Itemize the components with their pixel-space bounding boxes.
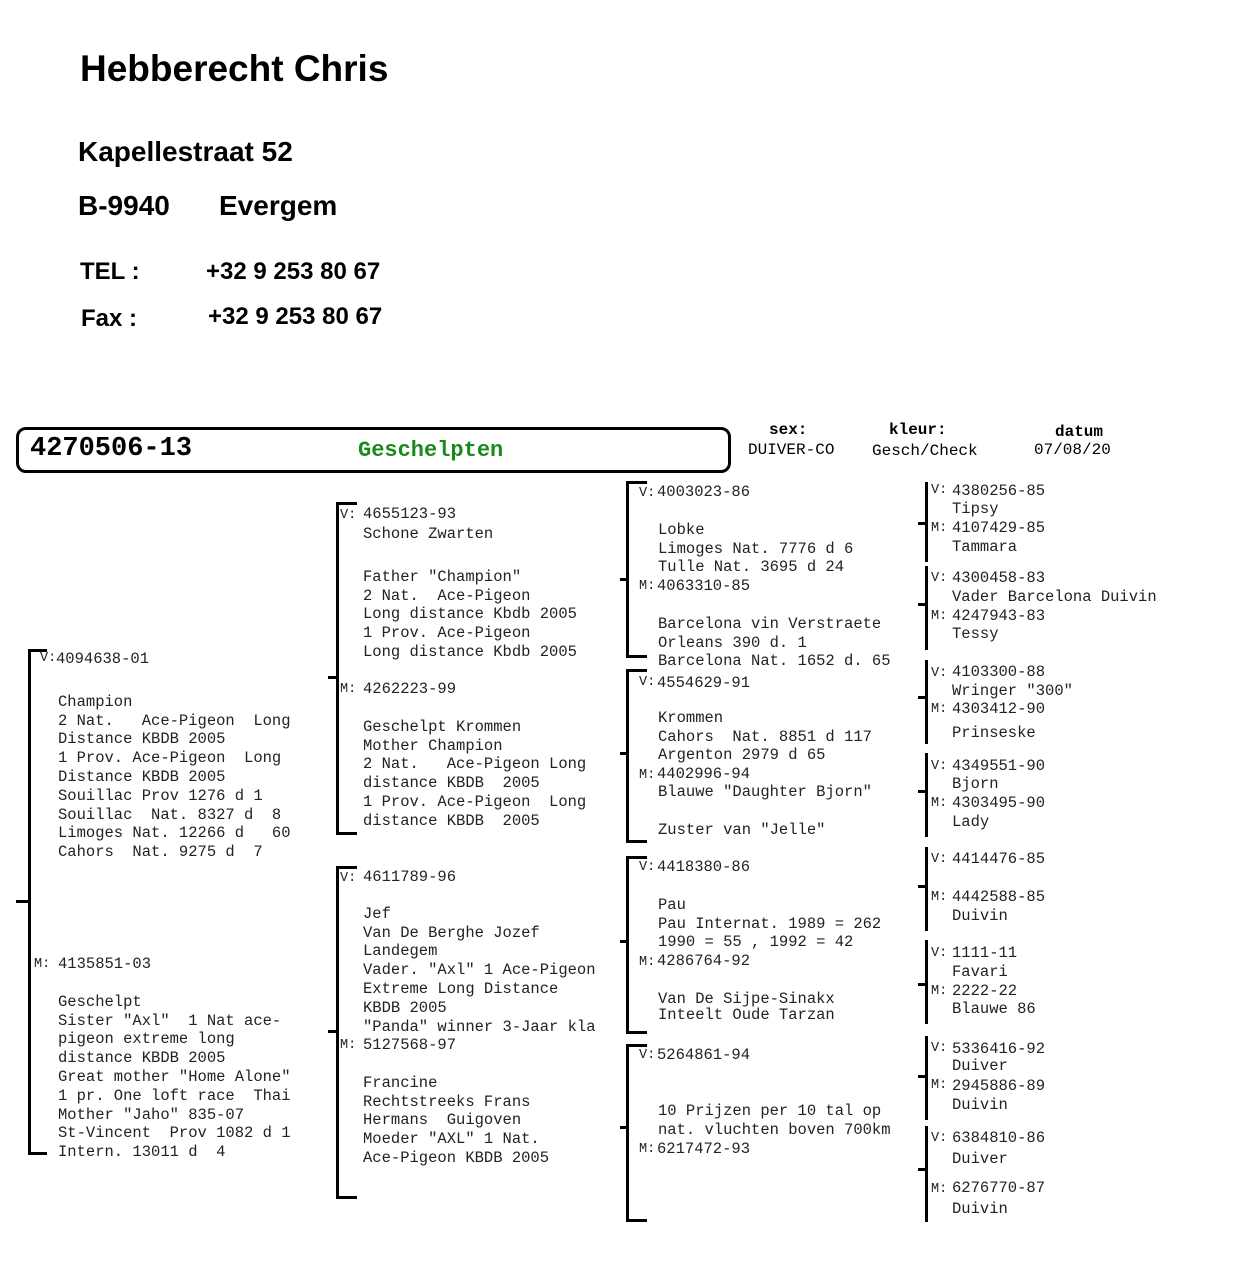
note-line: Distance KBDB 2005 [58,730,226,749]
note-line: Moeder "AXL" 1 Nat. [363,1130,540,1149]
bracket-tick [620,752,628,755]
note-line: Orleans 390 d. 1 [658,633,807,652]
note-line: 2 Nat. Ace-Pigeon [363,586,531,605]
note-line: Geschelpt [58,992,142,1011]
bracket-tick [918,1075,926,1078]
note-line: Krommen [658,708,724,727]
note-line: 10 Prijzen per 10 tal op [658,1101,882,1120]
note-line: "Panda" winner 3-Jaar kla [363,1017,596,1036]
bracket-gen4-4 [925,753,928,837]
color-value: Gesch/Check [872,442,978,460]
note-line: Limoges Nat. 7776 d 6 [658,539,854,558]
bracket-gen3-2 [626,669,647,843]
g2-m-name: Tessy [952,625,999,643]
note-line: Distance KBDB 2005 [58,767,226,786]
bracket-tick [918,1168,926,1171]
mv-notes [363,886,596,1055]
g5-m-label: M: [931,890,948,905]
mvv-ring: 4418380-86 [657,858,751,876]
note-line: Intern. 13011 d 4 [58,1143,226,1162]
color-label: kleur: [889,421,947,439]
pigeon-name: Geschelpten [358,438,504,463]
vvm-ring: 4063310-85 [657,577,751,595]
g1-m-ring: 4107429-85 [952,519,1046,537]
note-line: Lobke [658,520,705,539]
bracket-tick [918,696,926,699]
note-line: Van De Sijpe-Sinakx [658,989,835,1008]
note-line: Mother "Jaho" 835-07 [58,1105,245,1124]
g6-m-name: Blauwe 86 [952,1000,1036,1018]
bracket-gen3-3 [626,856,647,1034]
vv-notes [363,549,577,681]
g7-v-name: Duiver [952,1057,1008,1075]
note-line: Van De Berghe Jozef [363,923,540,942]
note-line: 1 Prov. Ace-Pigeon Long [363,792,587,811]
g8-v-ring: 6384810-86 [952,1129,1046,1147]
tel-label: TEL : [80,258,140,285]
mmv-label: V: [639,1048,656,1063]
mmm-ring: 6217472-93 [657,1140,751,1158]
g4-v-ring: 4349551-90 [952,757,1046,775]
g8-v-label: V: [931,1131,948,1146]
g4-m-ring: 4303495-90 [952,794,1046,812]
note-line: Ace-Pigeon KBDB 2005 [363,1148,550,1167]
note-line: 1990 = 55 , 1992 = 42 [658,933,854,952]
note-line: pigeon extreme long [58,1030,235,1049]
g4-m-label: M: [931,796,948,811]
bracket-gen3-4 [626,1044,647,1222]
g1-v-name: Tipsy [952,500,999,518]
bracket-parents [28,649,47,1155]
note-line: Limoges Nat. 12266 d 60 [58,824,291,843]
bracket-tick [620,1126,628,1129]
mvm-ring: 4286764-92 [657,952,751,970]
note-line: Argenton 2979 d 65 [658,746,826,765]
note-line: Inteelt Oude Tarzan [658,1006,835,1024]
bracket-gen4-7 [925,1036,928,1120]
g2-m-ring: 4247943-83 [952,607,1046,625]
vvm-label: M: [639,579,656,594]
g8-m-name: Duivin [952,1200,1008,1218]
note-line: Souillac Prov 1276 d 1 [58,786,263,805]
vmm-name: Blauwe "Daughter Bjorn" [658,783,872,801]
bracket-tick [918,522,926,525]
date-label: datum [1055,423,1104,441]
note-line: Pau [658,895,686,914]
note-line: Vader. "Axl" 1 Ace-Pigeon [363,961,596,980]
pigeon-ring: 4270506-13 [30,434,193,464]
fax-value: +32 9 253 80 67 [208,303,383,330]
g5-v-label: V: [931,852,948,867]
date-value: 07/08/20 [1034,441,1111,459]
g6-v-label: V: [931,946,948,961]
sire-label: V: [40,651,57,666]
dam-label: M: [34,957,51,972]
bracket-tick [16,900,30,903]
note-line: KBDB 2005 [363,998,447,1017]
note-line: Francine [363,1073,438,1092]
g5-m-ring: 4442588-85 [952,888,1046,906]
g2-v-label: V: [931,571,948,586]
note-line: Sister "Axl" 1 Nat ace- [58,1011,282,1030]
g8-v-name: Duiver [952,1150,1008,1168]
g6-m-label: M: [931,984,948,999]
mvm-label: M: [639,955,656,970]
note-line: 2 Nat. Ace-Pigeon Long [363,755,587,774]
g3-m-name: Prinseske [952,724,1036,742]
g3-v-ring: 4103300-88 [952,663,1046,681]
g7-m-name: Duivin [952,1096,1008,1114]
vm-ring: 4262223-99 [363,680,457,698]
bracket-tick [328,1030,338,1033]
bracket-gen3-1 [626,481,647,658]
vmm-label: M: [639,768,656,783]
note-line: Mother Champion [363,736,503,755]
g7-v-ring: 5336416-92 [952,1040,1046,1058]
g8-m-ring: 6276770-87 [952,1179,1046,1197]
g4-v-name: Bjorn [952,775,999,793]
g4-v-label: V: [931,759,948,774]
note-line: Souillac Nat. 8327 d 8 [58,805,282,824]
mvv-label: V: [639,860,656,875]
sex-value: DUIVER-CO [748,441,835,459]
bracket-gen4-3 [925,660,928,744]
bracket-tick [918,885,926,888]
g1-v-ring: 4380256-85 [952,482,1046,500]
note-line: Barcelona vin Verstraete [658,614,882,633]
note-line: distance KBDB 2005 [363,774,540,793]
g6-v-name: Favari [952,963,1008,981]
vm-label: M: [340,682,357,697]
note-line: Long distance Kbdb 2005 [363,642,577,661]
note-line: nat. vluchten boven 700km [658,1120,891,1139]
mm-ring: 5127568-97 [363,1036,457,1054]
owner-street: Kapellestraat 52 [78,136,293,167]
note-line: 2 Nat. Ace-Pigeon Long [58,711,291,730]
fax-label: Fax : [81,305,138,332]
g2-v-ring: 4300458-83 [952,569,1046,587]
note-line: Barcelona Nat. 1652 d. 65 [658,652,891,671]
bracket-tick [620,940,628,943]
bracket-tick [918,603,926,606]
note-line: Geschelpt Krommen [363,717,522,736]
g5-m-name: Duivin [952,907,1008,925]
vv-label: V: [340,508,357,523]
g5-v-ring: 4414476-85 [952,850,1046,868]
note-line: Champion [58,692,133,711]
mm-label: M: [340,1038,357,1053]
note-line: Cahors Nat. 8851 d 117 [658,727,872,746]
note-line: Great mother "Home Alone" [58,1067,291,1086]
bracket-gen4-5 [925,847,928,931]
vmv-label: V: [639,675,656,690]
bracket-sire-parents [336,502,357,835]
g2-v-name: Vader Barcelona Duivin [952,588,1157,606]
note-line: distance KBDB 2005 [363,811,540,830]
note-line: Landegem [363,942,438,961]
bracket-gen4-2 [925,566,928,650]
g1-m-label: M: [931,521,948,536]
vv-name: Schone Zwarten [363,525,494,543]
g7-m-label: M: [931,1078,948,1093]
note-line: Jef [363,904,391,923]
note-line: Tulle Nat. 3695 d 24 [658,558,845,577]
mv-ring: 4611789-96 [363,868,457,886]
note-line: Father "Champion" [363,567,522,586]
note-line: St-Vincent Prov 1082 d 1 [58,1124,291,1143]
note-line: 1 Prov. Ace-Pigeon Long [58,749,282,768]
bracket-tick [918,983,926,986]
sire-ring: 4094638-01 [56,650,150,668]
vmm-ring: 4402996-94 [657,765,751,783]
g1-m-name: Tammara [952,538,1018,556]
vmv-ring: 4554629-91 [657,674,751,692]
g2-m-label: M: [931,609,948,624]
sire-notes [58,674,291,881]
note-line: 1 pr. One loft race Thai [58,1086,291,1105]
note-line: Long distance Kbdb 2005 [363,605,577,624]
sex-label: sex: [769,421,808,439]
g3-v-label: V: [931,666,948,681]
vvv-label: V: [639,486,656,501]
dam-notes [58,974,291,1181]
vv-ring: 4655123-93 [363,505,457,523]
g3-v-name: Wringer "300" [952,682,1073,700]
g6-v-ring: 1111-11 [952,944,1018,962]
owner-city: Evergem [219,190,338,221]
bracket-tick [328,676,338,679]
mmv-ring: 5264861-94 [657,1046,751,1064]
note-line: Cahors Nat. 9275 d 7 [58,843,263,862]
note-line: distance KBDB 2005 [58,1049,226,1068]
owner-postal: B-9940 [78,190,170,221]
g6-m-ring: 2222-22 [952,982,1018,1000]
bracket-gen4-6 [925,940,928,1024]
g3-m-label: M: [931,702,948,717]
mv-label: V: [340,871,357,886]
bracket-tick [918,790,926,793]
note-line: Pau Internat. 1989 = 262 [658,914,882,933]
mm-notes [363,1055,549,1187]
mvm-notes [658,974,835,1040]
g4-m-name: Lady [952,813,990,831]
note-line: 1 Prov. Ace-Pigeon [363,624,531,643]
g3-m-ring: 4303412-90 [952,700,1046,718]
mmm-label: M: [639,1142,656,1157]
g8-m-label: M: [931,1182,948,1197]
tel-value: +32 9 253 80 67 [206,258,381,285]
g7-m-ring: 2945886-89 [952,1077,1046,1095]
bracket-tick [620,578,628,581]
bracket-dam-parents [336,866,357,1199]
vvv-ring: 4003023-86 [657,483,751,501]
g1-v-label: V: [931,483,948,498]
vm-notes [363,699,586,849]
note-line: Rechtstreeks Frans [363,1092,531,1111]
g7-v-label: V: [931,1041,948,1056]
vmm-extra: Zuster van "Jelle" [658,821,826,839]
note-line: Extreme Long Distance [363,979,559,998]
dam-ring: 4135851-03 [58,955,152,973]
note-line: Hermans Guigoven [363,1111,522,1130]
bracket-gen4-8 [925,1126,928,1222]
owner-name: Hebberecht Chris [80,48,389,89]
